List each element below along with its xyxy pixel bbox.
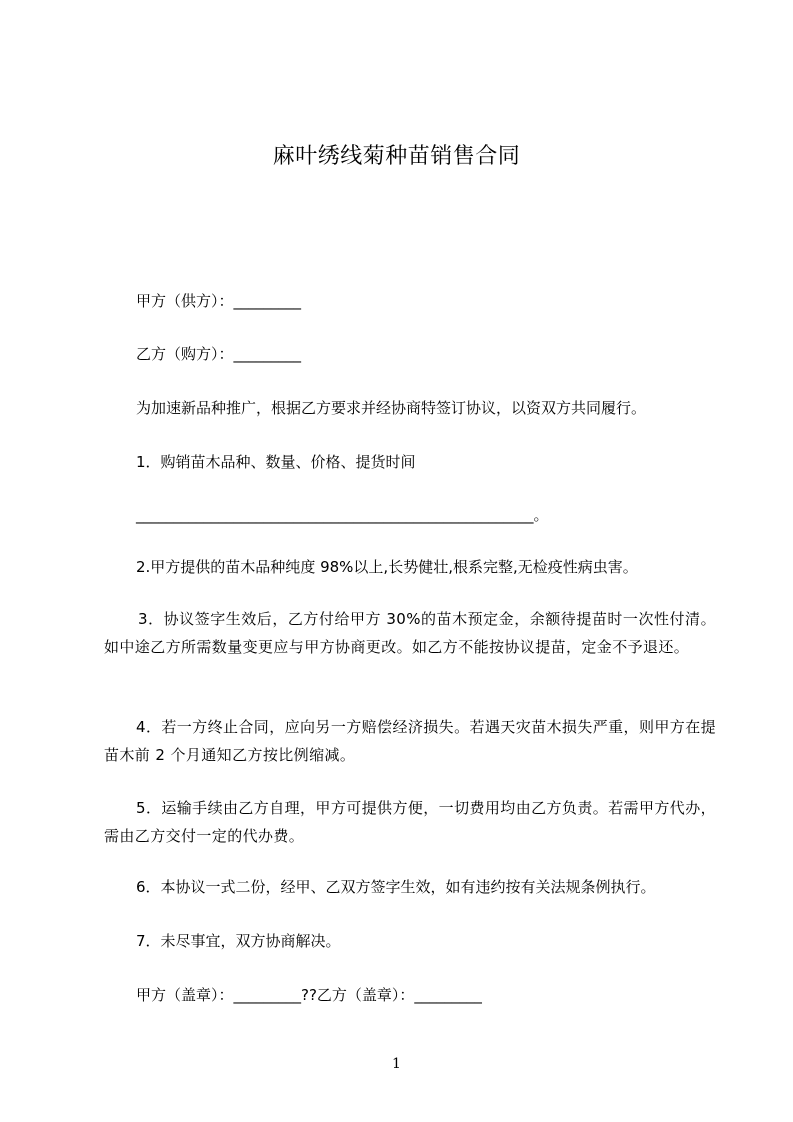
clause-1-heading: 1．购销苗木品种、数量、价格、提货时间	[136, 453, 416, 471]
clause-4-paragraph: 4．若一方终止合同，应向另一方赔偿经济损失。若遇天灾苗木损失严重，则甲方在提苗木前 2 个月通知乙方按比例缩减。	[104, 718, 716, 764]
clause-7-paragraph: 7．未尽事宜，双方协商解决。	[136, 932, 341, 950]
clause-6-paragraph: 6．本协议一式二份，经甲、乙双方签字生效，如有违约按有关法规条例执行。	[136, 878, 656, 896]
page-number: 1	[392, 1056, 401, 1072]
party-b-line: 乙方（购方）：_________	[136, 345, 302, 363]
clause-5-paragraph: 5．运输手续由乙方自理，甲方可提供方便，一切费用均由乙方负责。若需甲方代办，需由乙方交付一定的代办费。	[104, 799, 716, 845]
document-title: 麻叶绣线菊种苗销售合同	[272, 144, 521, 169]
clause-1-blank-line: _____________________________________________________。	[136, 506, 549, 524]
clause-2-paragraph: 2.甲方提供的苗木品种纯度 98%以上,长势健壮,根系完整,无检疫性病虫害。	[136, 558, 638, 576]
clause-3-paragraph: 3．协议签字生效后，乙方付给甲方 30%的苗木预定金，余额待提苗时一次性付清。如中途乙方所需数量变更应与甲方协商更改。如乙方不能按协议提苗，定金不予退还。	[104, 610, 716, 656]
intro-paragraph: 为加速新品种推广，根据乙方要求并经协商特签订协议，以资双方共同履行。	[136, 399, 647, 417]
signature-line: 甲方（盖章）：_________??乙方（盖章）：_________	[136, 986, 482, 1004]
party-a-line: 甲方（供方）：_________	[136, 292, 302, 310]
